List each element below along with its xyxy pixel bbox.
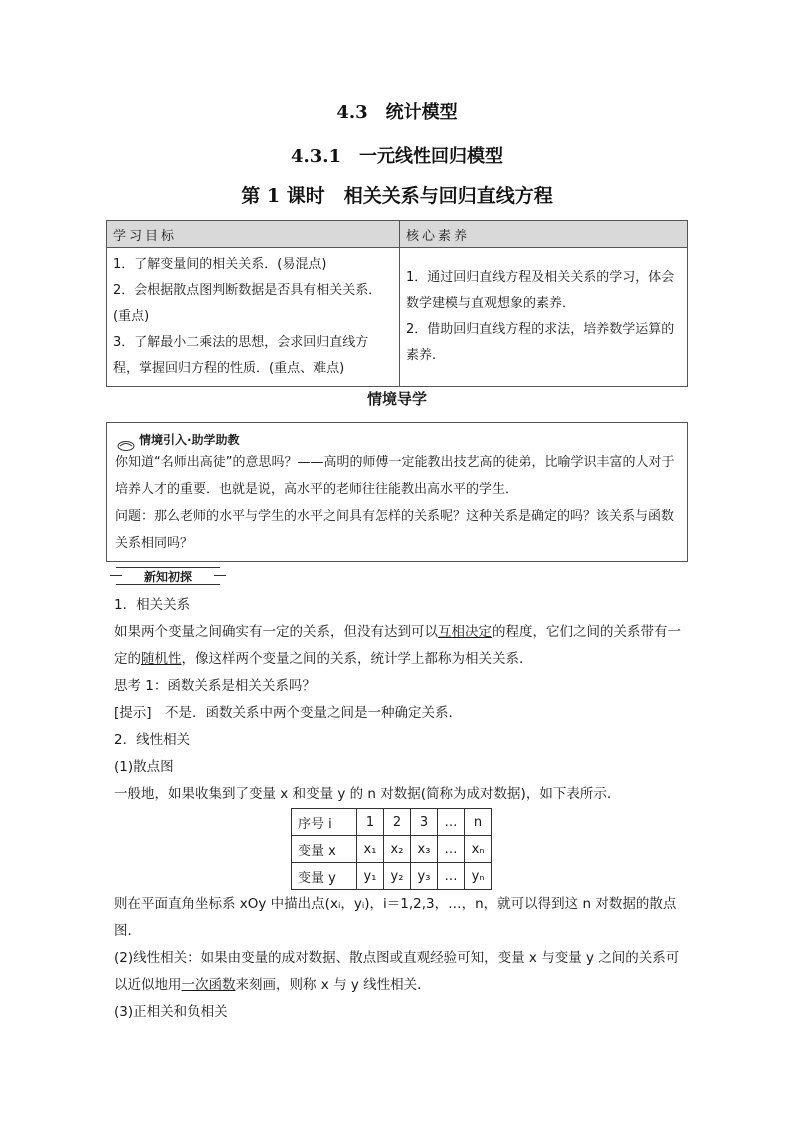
- think-question: 思考 1：函数关系是相关关系吗？: [114, 678, 316, 694]
- scenario-box: [106, 422, 688, 562]
- scenario-paragraph: 你知道“名师出高徒”的意思吗？——高明的师傅一定能教出技艺高的徒弟，比喻学识丰富的人对于培养人才的重要．也就是说，高水平的老师往往能教出高水平的学生．: [115, 455, 675, 497]
- s1-title: 1．相关关系: [114, 597, 191, 613]
- scenario-tag-label: 情境引入·助学助教: [139, 433, 240, 447]
- scenario-body: [115, 449, 679, 557]
- literacy-header: 核心素养: [400, 221, 688, 248]
- objectives-cell: [107, 248, 400, 387]
- s2-paragraph: 一般地，如果收集到了变量 x 和变量 y 的 n 对数据(简称为成对数据)，如下表所示．: [114, 786, 621, 802]
- s2-title: 2．线性相关: [114, 732, 191, 748]
- linear-correlation-paragraph: (2)线性相关：如果由变量的成对数据、散点图或直观经验可知，变量 x 与变量 y 之间的关系可以近似地用一次函数来刻画，则称 x 与 y 线性相关．: [114, 950, 680, 993]
- scenario-question: 问题：那么老师的水平与学生的水平之间具有怎样的关系呢？这种关系是确定的吗？该关系与函数关系相同吗？: [115, 509, 675, 551]
- objective-item: 1．了解变量间的相关关系．(易混点): [113, 257, 327, 272]
- hint-answer: [提示] 不是．函数关系中两个变量之间是一种确定关系．: [114, 705, 463, 721]
- underlined-term: 一次函数: [181, 977, 236, 993]
- objectives-header: 学习目标: [107, 221, 400, 248]
- literacy-item: 1．通过回归直线方程及相关关系的学习，体会数学建模与直观想象的素养．: [406, 270, 675, 311]
- table-row: 变量 x x₁ x₂ x₃ … xₙ: [292, 836, 492, 863]
- hands-icon: [117, 435, 135, 447]
- section-title: 情境导学: [366, 390, 427, 408]
- new-knowledge-label: 新知初探: [116, 567, 220, 585]
- s1-paragraph: 如果两个变量之间确实有一定的关系，但没有达到可以互相决定的程度，它们之间的关系带有一定的随机性，像这样两个变量之间的关系，统计学上都称为相关关系．: [114, 624, 681, 667]
- subsection-heading: 4.3.1 一元线性回归模型: [290, 146, 504, 167]
- lesson-heading: 第 1 课时 相关关系与回归直线方程: [241, 185, 553, 207]
- scatter-paragraph: 则在平面直角坐标系 xOy 中描出点(xᵢ，yᵢ)，i＝1,2,3，…，n，就可以得到这 n 对数据的散点图．: [114, 896, 677, 939]
- section-heading: 4.3 统计模型: [336, 102, 458, 123]
- literacy-cell: [400, 248, 688, 387]
- s2-sub3: (3)正相关和负相关: [114, 1004, 228, 1020]
- underlined-term: 随机性: [141, 651, 182, 667]
- underlined-term: 互相决定: [438, 624, 492, 640]
- objective-item: 3．了解最小二乘法的思想，会求回归直线方程，掌握回归方程的性质．(重点、难点): [113, 335, 369, 376]
- objectives-table: [106, 220, 688, 387]
- table-row: 变量 y y₁ y₂ y₃ … yₙ: [292, 863, 492, 890]
- objective-item: 2．会根据散点图判断数据是否具有相关关系．(重点): [113, 283, 382, 324]
- table-row: 序号 i 1 2 3 … n: [292, 809, 492, 836]
- literacy-item: 2．借助回归直线方程的求法，培养数学运算的素养.: [406, 322, 675, 363]
- s2-sub1: (1)散点图: [114, 759, 174, 775]
- paired-data-table: [291, 808, 492, 890]
